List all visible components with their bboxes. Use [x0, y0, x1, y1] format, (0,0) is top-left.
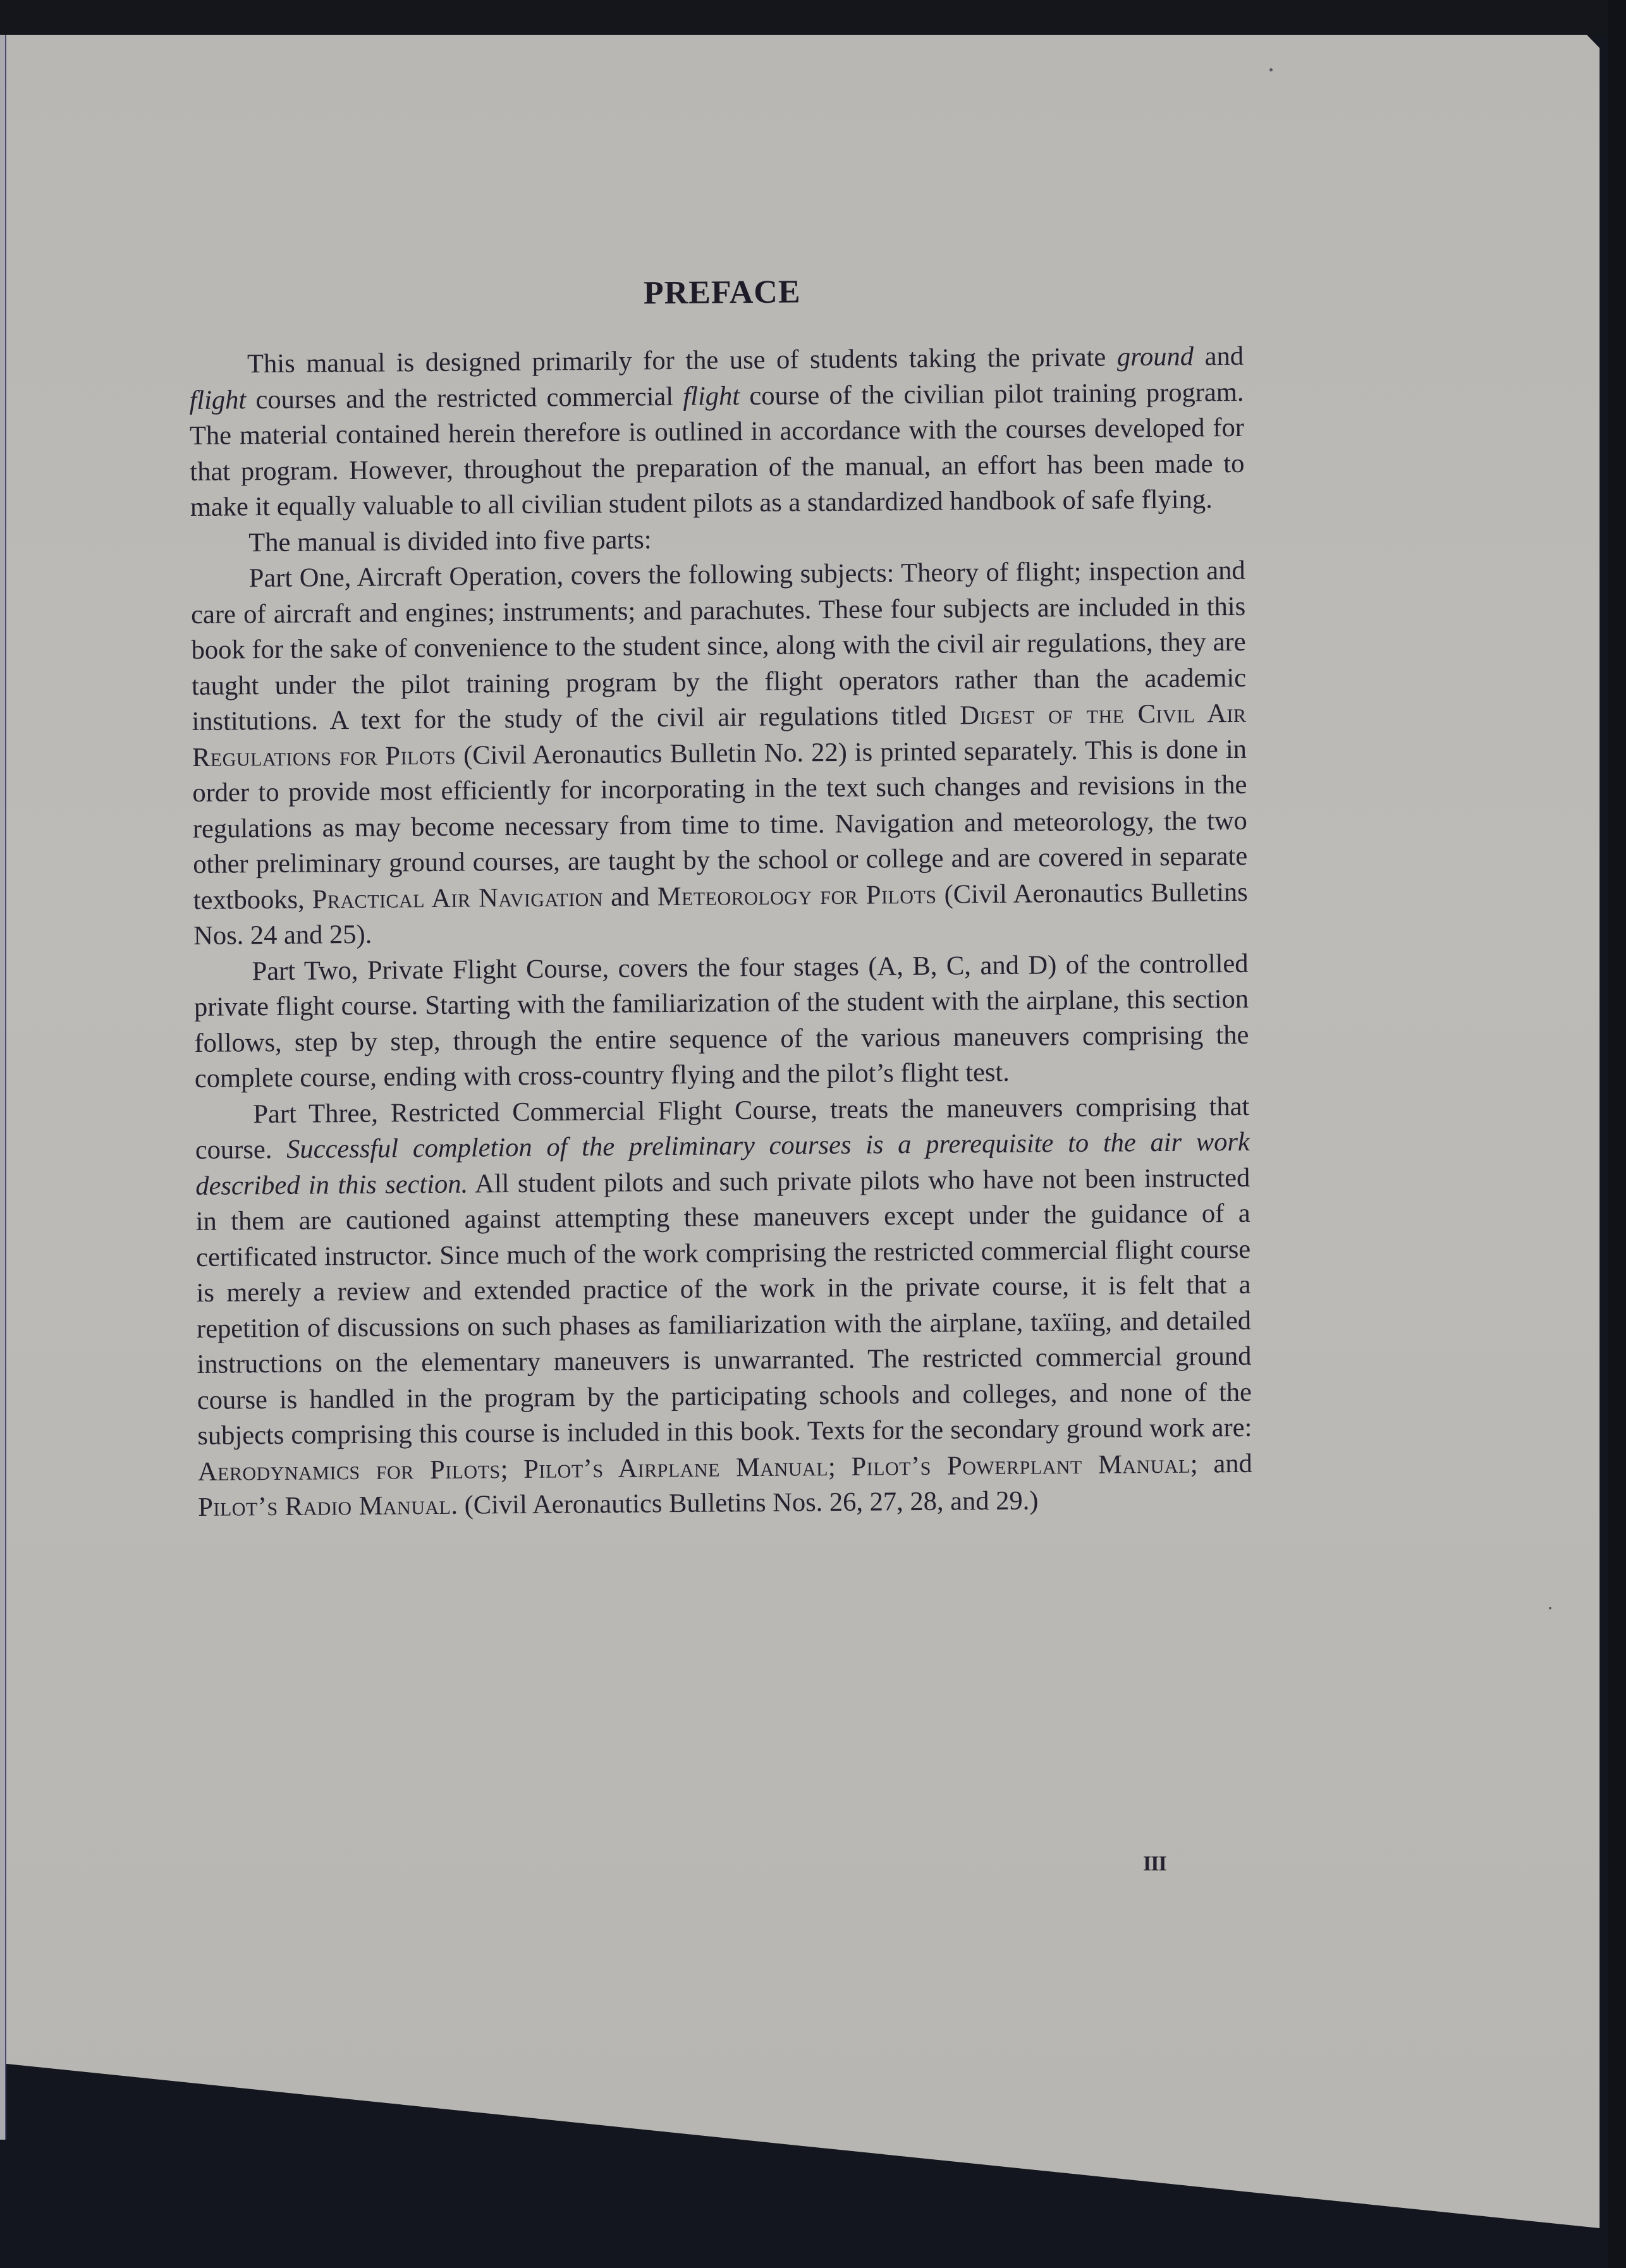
- emphasized-text: Successful completion of the preliminary courses is a prerequisite to the air work described in this section.: [195, 1126, 1250, 1201]
- book-title-reference: Aerodynamics for Pilots: [197, 1454, 501, 1487]
- paragraph: [189, 339, 1245, 526]
- book-title-reference: Digest of the Civil Air Regulations for Pilots: [192, 698, 1247, 772]
- text-segment: (Civil Aeronautics Bulletin No. 22) is printed separately. This is done in order to provide most efficiently for incorporating in the text such changes and revisions in the regulations as may become necessary from time to time. Navigation and meteorology, the two other preliminary ground courses, are taught by the school or college and are covered in separate textbooks,: [192, 734, 1248, 915]
- emphasized-text: flight: [189, 384, 247, 415]
- text-segment: ;: [500, 1454, 524, 1484]
- text-segment: All student pilots and such private pilots who have not been instructed in them are cautioned against attempting these maneuvers except under the guidance of a certificated instructor. Since much of the work comprising the restricted commercial flight course is merely a review and extended practice of the work in the private course, it is felt that a repetition of discussions on such phases as familiarization with the airplane, taxïing, and detailed instructions on the elementary maneuvers is unwarranted. The restricted commercial ground course is handled in the program by the participating schools and colleges, and none of the subjects comprising this course is included in this book. Texts for the secondary ground work are:: [195, 1162, 1252, 1451]
- text-segment: . (Civil Aeronautics Bulletins Nos. 26, 27, 28, and 29.): [451, 1485, 1039, 1520]
- text-segment: courses and the restricted commercial: [246, 381, 683, 415]
- book-title-reference: Pilot’s Radio Manual: [198, 1490, 451, 1522]
- book-title-reference: Meteorology for Pilots: [657, 879, 937, 911]
- text-segment: This manual is designed primarily for the use of students taking the private: [247, 342, 1118, 379]
- text-segment: (Civil Aeronautics Bulletins Nos. 24 and 25).: [193, 877, 1248, 951]
- scan-backdrop-right: [1608, 0, 1626, 2268]
- emphasized-text: flight: [683, 381, 740, 412]
- text-segment: course of the civilian pilot training program. The material contained herein therefore is outlined in accordance with the courses developed for that program. However, throughout the preparation of the manual, an effort has been made to make it equally valuable to all civilian student pilots as a standardized handbook of safe flying.: [189, 377, 1245, 522]
- book-title-reference: Pilot’s Powerplant Manual: [851, 1449, 1191, 1482]
- text-segment: and: [602, 881, 657, 912]
- paragraph: [191, 553, 1249, 954]
- book-title-reference: Pilot’s Airplane Manual: [523, 1451, 829, 1484]
- book-title-reference: Practical Air Navigation: [312, 882, 604, 914]
- text-segment: The manual is divided into five parts:: [248, 524, 652, 558]
- text-segment: Part Three, Restricted Commercial Flight Course, treats the maneuvers comprising that course.: [195, 1091, 1250, 1165]
- text-segment: and: [1193, 341, 1244, 372]
- page-number: III: [1143, 1852, 1166, 1875]
- paper-speck: [1269, 68, 1273, 71]
- preface-text-block: [188, 270, 1252, 1526]
- text-segment: ;: [828, 1451, 852, 1482]
- text-segment: Part Two, Private Flight Course, covers the four stages (A, B, C, and D) of the controlled private flight course. Starting with the familiarization of the student with the airplane, this section follows, step by step, through the entire sequence of the various maneuvers comprising the complete course, ending with cross-country flying and the pilot’s flight test.: [193, 948, 1249, 1094]
- text-segment: Part One, Aircraft Operation, covers the following subjects: Theory of flight; inspection and care of aircraft and engines; instruments; and parachutes. These four subjects are included in this book for the sake of convenience to the student since, along with the civil air regulations, they are taught under the pilot training program by the flight operators rather than the academic institutions. A text for the study of the civil air regulations titled: [190, 555, 1247, 736]
- text-segment: ; and: [1190, 1448, 1252, 1479]
- page-title: PREFACE: [643, 274, 801, 312]
- scan-backdrop-top: [0, 0, 1626, 37]
- preface-body: [189, 339, 1253, 1526]
- paragraph: [193, 946, 1249, 1097]
- paragraph: [195, 1088, 1252, 1525]
- emphasized-text: ground: [1116, 341, 1194, 372]
- page-left-edge: [0, 35, 6, 2140]
- paper-speck: [1549, 1607, 1551, 1609]
